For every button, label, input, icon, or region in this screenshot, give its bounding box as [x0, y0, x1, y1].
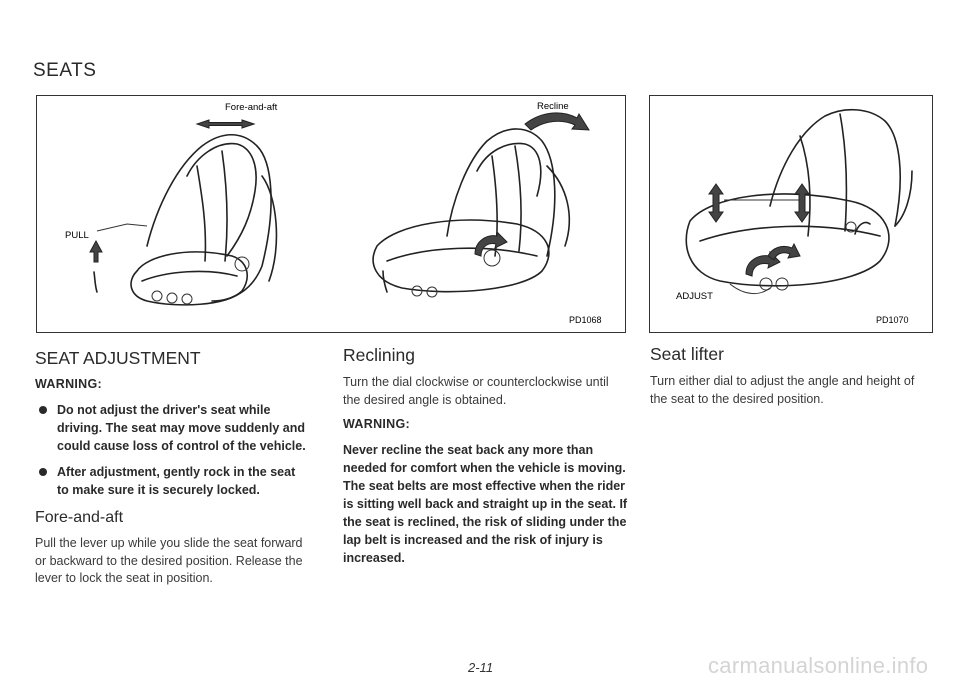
column-seat-adjustment [35, 348, 307, 588]
vertical-double-arrow-icon [709, 184, 809, 222]
seat-adjustment-heading: SEAT ADJUSTMENT [35, 348, 201, 368]
figure-code-right: PD1070 [876, 315, 909, 325]
figure-code-left: PD1068 [569, 315, 602, 325]
warning-bullet-list [35, 401, 307, 499]
warning-bullet: After adjustment, gently rock in the seat to make sure it is securely locked. [35, 463, 307, 499]
fore-and-aft-heading: Fore-and-aft [35, 509, 124, 526]
pull-label: PULL [65, 230, 89, 241]
warning-label: WARNING: [35, 377, 102, 391]
adjust-label: ADJUST [676, 291, 713, 302]
recline-label: Recline [537, 101, 569, 112]
warning-label: WARNING: [343, 417, 410, 431]
page-number: 2-11 [468, 660, 494, 675]
warning-bullet: Do not adjust the driver's seat while driving. The seat may move suddenly and could cause loss of control of the vehicle. [35, 401, 307, 455]
reclining-warning-text: Never recline the seat back any more than needed for comfort when the vehicle is moving. The seat belts are most effective when the rider is sitting well back and straight up in the seat. If the seat is reclined, the risk of sliding under the lap belt is increased and the risk of injury is increased. [343, 443, 628, 565]
fore-and-aft-label: Fore-and-aft [225, 102, 278, 113]
seat-figure-lifter [649, 95, 933, 333]
reclining-heading: Reclining [343, 345, 415, 365]
column-reclining [343, 345, 629, 567]
seat-illustration [37, 96, 625, 332]
up-arrow-icon [90, 241, 102, 262]
seat-figure-fore-aft-recline [36, 95, 626, 333]
curved-arrow-icon [525, 113, 589, 130]
seat-recline-drawing [373, 129, 569, 297]
fore-and-aft-body: Pull the lever up while you slide the seat forward or backward to the desired position. Release the lever to lock the seat in position. [35, 536, 303, 585]
seat-lifter-heading: Seat lifter [650, 344, 724, 364]
reclining-body: Turn the dial clockwise or counterclockwise until the desired angle is obtained. [343, 375, 609, 407]
double-arrow-icon [197, 120, 254, 128]
section-title: SEATS [33, 60, 97, 81]
seat-fore-aft-drawing [94, 135, 276, 305]
seat-lifter-body: Turn either dial to adjust the angle and height of the seat to the desired position. [650, 374, 915, 406]
column-seat-lifter [650, 344, 932, 408]
rotation-arrow-icon [475, 232, 507, 256]
watermark: carmanualsonline.info [708, 653, 929, 678]
rotation-arrow-icon [746, 244, 800, 276]
seat-lifter-illustration [650, 96, 932, 332]
